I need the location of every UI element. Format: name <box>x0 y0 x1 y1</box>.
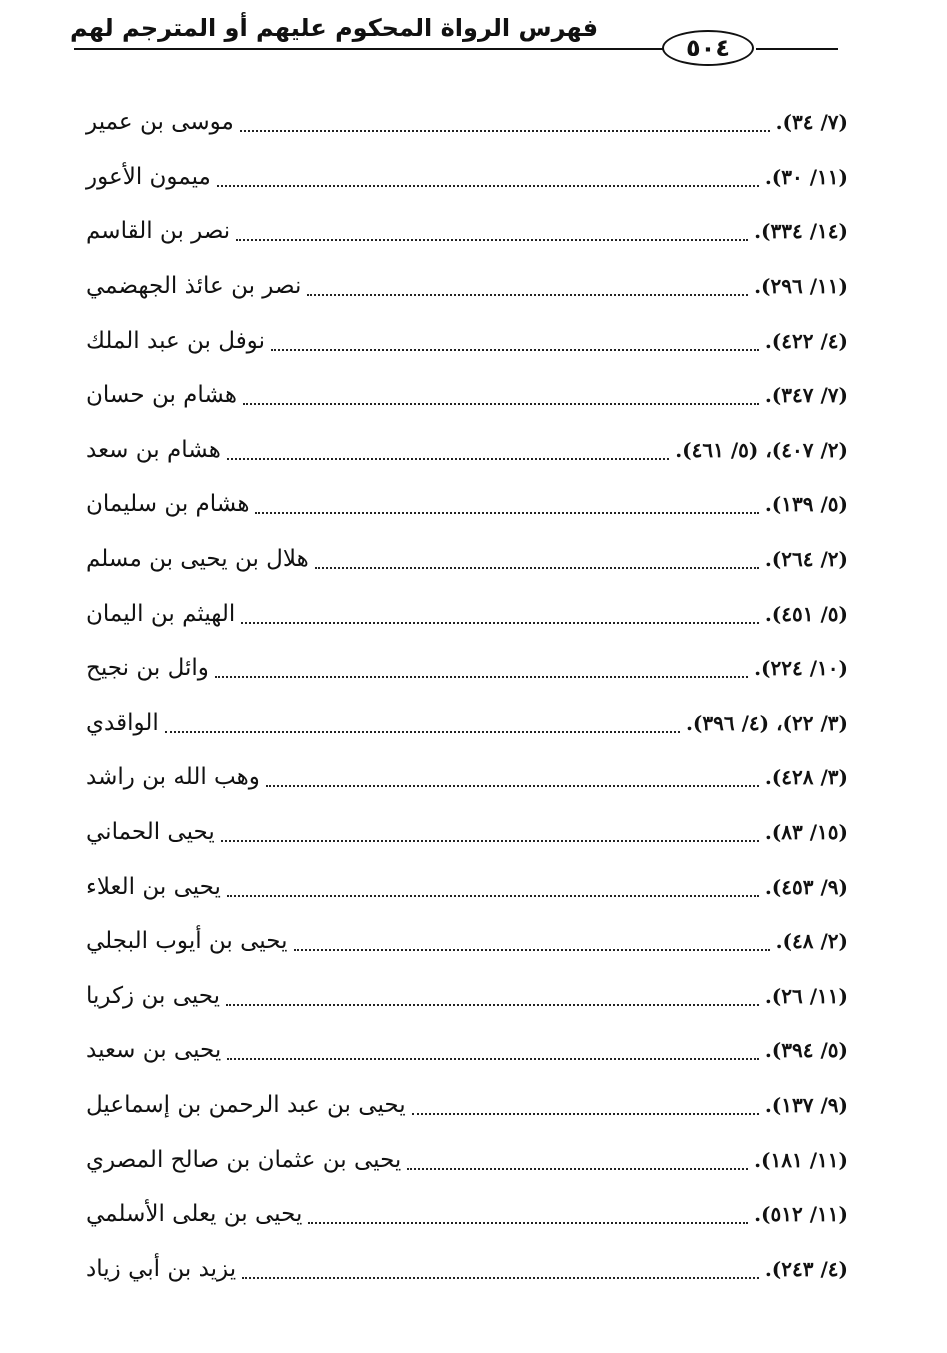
dot-leader <box>271 341 759 351</box>
volume-page-references: (٢/ ٢٦٤). <box>764 547 848 572</box>
index-entry <box>78 805 848 860</box>
narrator-name: ميمون الأعور <box>86 163 211 190</box>
volume-page-references: (٢/ ٤٨). <box>775 929 848 954</box>
volume-page-references: (١١/ ٣٠). <box>764 164 848 189</box>
dot-leader <box>217 177 759 187</box>
narrator-name: موسى بن عمير <box>86 109 234 136</box>
narrator-name: يزيد بن أبي زياد <box>86 1255 237 1282</box>
index-entry <box>78 859 848 914</box>
volume-page-references: (٥/ ٣٩٤). <box>764 1038 848 1063</box>
volume-page-references: (١١/ ١٨١). <box>754 1147 848 1172</box>
dot-leader <box>315 559 759 569</box>
narrator-name: يحيى بن عبد الرحمن بن إسماعيل <box>86 1091 406 1118</box>
narrator-name: يحيى بن سعيد <box>86 1037 222 1064</box>
dot-leader <box>412 1105 759 1115</box>
narrator-name: الواقدي <box>86 709 159 736</box>
dot-leader <box>242 1269 759 1279</box>
index-entry <box>78 641 848 696</box>
narrator-name: هشام بن حسان <box>86 382 238 409</box>
index-entry <box>78 1023 848 1078</box>
narrator-name: نوفل بن عبد الملك <box>86 327 265 354</box>
dot-leader <box>227 450 669 460</box>
narrator-name: يحيى بن يعلى الأسلمي <box>86 1201 303 1228</box>
volume-page-references: (٧/ ٣٤٧). <box>764 383 848 408</box>
page-number: ٥٠٤ <box>662 30 754 66</box>
running-header-title: فهرس الرواة المحكوم عليهم أو المترجم لهم <box>70 14 599 42</box>
dot-leader <box>227 887 759 897</box>
narrator-name: وائل بن نجيح <box>86 655 209 682</box>
dot-leader <box>221 832 759 842</box>
volume-page-references: (٧/ ٣٤). <box>775 110 848 135</box>
narrator-name: يحيى الحماني <box>86 819 215 846</box>
volume-page-references: (١٠/ ٢٢٤). <box>754 656 848 681</box>
narrator-name: وهب الله بن راشد <box>86 764 260 791</box>
volume-page-references: (٩/ ١٣٧). <box>764 1092 848 1117</box>
narrator-name: نصر بن القاسم <box>86 218 231 245</box>
volume-page-references: (١١/ ٢٦). <box>764 983 848 1008</box>
narrator-name: يحيى بن أيوب البجلي <box>86 928 288 955</box>
volume-page-references: (٢/ ٤٠٧)، (٥/ ٤٦١). <box>675 437 848 462</box>
index-entry <box>78 477 848 532</box>
volume-page-references: (١١/ ٢٩٦). <box>754 274 848 299</box>
header-rule-right <box>756 48 838 50</box>
narrator-name: هشام بن سعد <box>86 436 221 463</box>
index-entry <box>78 1241 848 1296</box>
index-entry <box>78 313 848 368</box>
index-entry <box>78 204 848 259</box>
index-entry <box>78 914 848 969</box>
index-entry <box>78 150 848 205</box>
dot-leader <box>165 723 680 733</box>
dot-leader <box>255 504 758 514</box>
dot-leader <box>226 996 759 1006</box>
dot-leader <box>266 777 759 787</box>
volume-page-references: (١١/ ٥١٢). <box>754 1202 848 1227</box>
dot-leader <box>294 941 770 951</box>
dot-leader <box>215 668 748 678</box>
index-entry <box>78 1187 848 1242</box>
narrator-name: نصر بن عائذ الجهضمي <box>86 273 302 300</box>
volume-page-references: (٤/ ٢٤٣). <box>764 1256 848 1281</box>
narrator-name: يحيى بن العلاء <box>86 873 221 900</box>
volume-page-references: (١٤/ ٣٣٤). <box>754 219 848 244</box>
dot-leader <box>236 231 748 241</box>
index-entry <box>78 95 848 150</box>
volume-page-references: (٣/ ٤٢٨). <box>764 765 848 790</box>
index-entry <box>78 532 848 587</box>
narrators-index-list <box>78 95 848 1296</box>
volume-page-references: (٥/ ٤٥١). <box>764 601 848 626</box>
header-rule-left <box>74 48 666 50</box>
narrator-name: يحيى بن عثمان بن صالح المصري <box>86 1146 402 1173</box>
index-entry <box>78 368 848 423</box>
index-entry <box>78 586 848 641</box>
dot-leader <box>227 1050 759 1060</box>
index-entry <box>78 696 848 751</box>
narrator-name: هشام بن سليمان <box>86 491 250 518</box>
dot-leader <box>307 286 748 296</box>
index-entry <box>78 1078 848 1133</box>
dot-leader <box>241 614 759 624</box>
volume-page-references: (١٥/ ٨٣). <box>764 820 848 845</box>
index-entry <box>78 423 848 478</box>
narrator-name: يحيى بن زكريا <box>86 982 221 1009</box>
volume-page-references: (٤/ ٤٢٢). <box>764 328 848 353</box>
dot-leader <box>240 122 770 132</box>
index-entry <box>78 750 848 805</box>
volume-page-references: (٥/ ١٣٩). <box>764 492 848 517</box>
narrator-name: الهيثم بن اليمان <box>86 600 236 627</box>
narrator-name: هلال بن يحيى بن مسلم <box>86 546 309 573</box>
volume-page-references: (٣/ ٢٢)، (٤/ ٣٩٦). <box>685 710 848 735</box>
dot-leader <box>407 1160 748 1170</box>
dot-leader <box>243 395 759 405</box>
index-entry <box>78 969 848 1024</box>
index-entry <box>78 1132 848 1187</box>
volume-page-references: (٩/ ٤٥٣). <box>764 874 848 899</box>
dot-leader <box>308 1214 748 1224</box>
index-entry <box>78 259 848 314</box>
